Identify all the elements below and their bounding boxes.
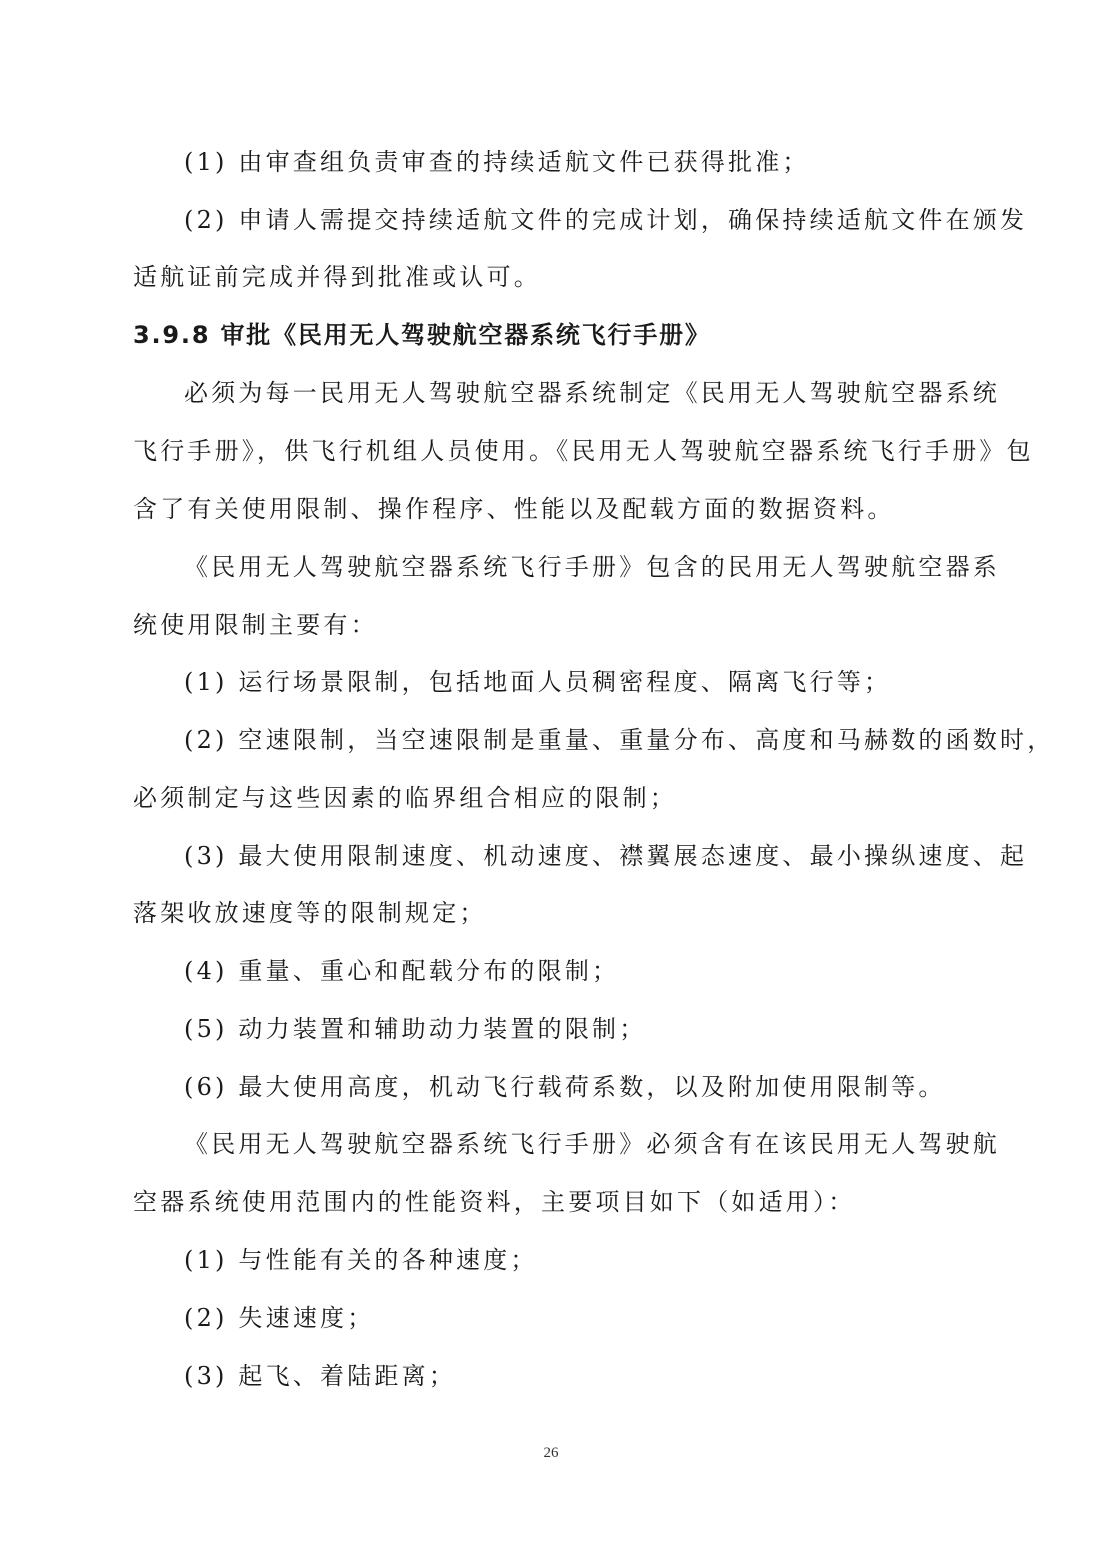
list-item: (6) 最大使用高度，机动飞行载荷系数，以及附加使用限制等。 bbox=[184, 1073, 946, 1101]
paragraph-line: 《民用无人驾驶航空器系统飞行手册》包含的民用无人驾驶航空器系 bbox=[184, 553, 1000, 581]
paragraph-line: 含了有关使用限制、操作程序、性能以及配载方面的数据资料。 bbox=[133, 495, 895, 523]
list-item: (1) 由审查组负责审查的持续适航文件已获得批准； bbox=[184, 148, 810, 176]
page-number: 26 bbox=[543, 1445, 559, 1461]
paragraph-line: 空器系统使用范围内的性能资料，主要项目如下（如适用）： bbox=[133, 1188, 856, 1216]
paragraph-line: 《民用无人驾驶航空器系统飞行手册》必须含有在该民用无人驾驶航 bbox=[184, 1130, 1000, 1158]
list-item: (3) 起飞、着陆距离； bbox=[184, 1362, 457, 1390]
list-item: (1) 与性能有关的各种速度； bbox=[184, 1246, 538, 1274]
list-item: (2) 失速速度； bbox=[184, 1304, 375, 1332]
paragraph-line: 落架收放速度等的限制规定； bbox=[133, 899, 487, 927]
list-item: (4) 重量、重心和配载分布的限制； bbox=[184, 957, 620, 985]
list-item: (3) 最大使用限制速度、机动速度、襟翼展态速度、最小操纵速度、起 bbox=[184, 842, 1028, 870]
list-item: (1) 运行场景限制，包括地面人员稠密程度、隔离飞行等； bbox=[184, 668, 892, 696]
list-item: (5) 动力装置和辅助动力装置的限制； bbox=[184, 1015, 647, 1043]
list-item: (2) 申请人需提交持续适航文件的完成计划，确保持续适航文件在颁发 bbox=[184, 206, 1028, 234]
paragraph-line: 必须制定与这些因素的临界组合相应的限制； bbox=[133, 784, 677, 812]
paragraph-line: 飞行手册》，供飞行机组人员使用。《民用无人驾驶航空器系统飞行手册》包 bbox=[133, 437, 1034, 465]
list-item: (2) 空速限制，当空速限制是重量、重量分布、高度和马赫数的函数时， bbox=[184, 726, 1055, 754]
paragraph-line: 必须为每一民用无人驾驶航空器系统制定《民用无人驾驶航空器系统 bbox=[184, 379, 1000, 407]
paragraph-line: 适航证前完成并得到批准或认可。 bbox=[133, 263, 541, 291]
paragraph-line: 统使用限制主要有： bbox=[133, 611, 378, 639]
section-heading: 3.9.8 审批《民用无人驾驶航空器系统飞行手册》 bbox=[133, 321, 711, 349]
